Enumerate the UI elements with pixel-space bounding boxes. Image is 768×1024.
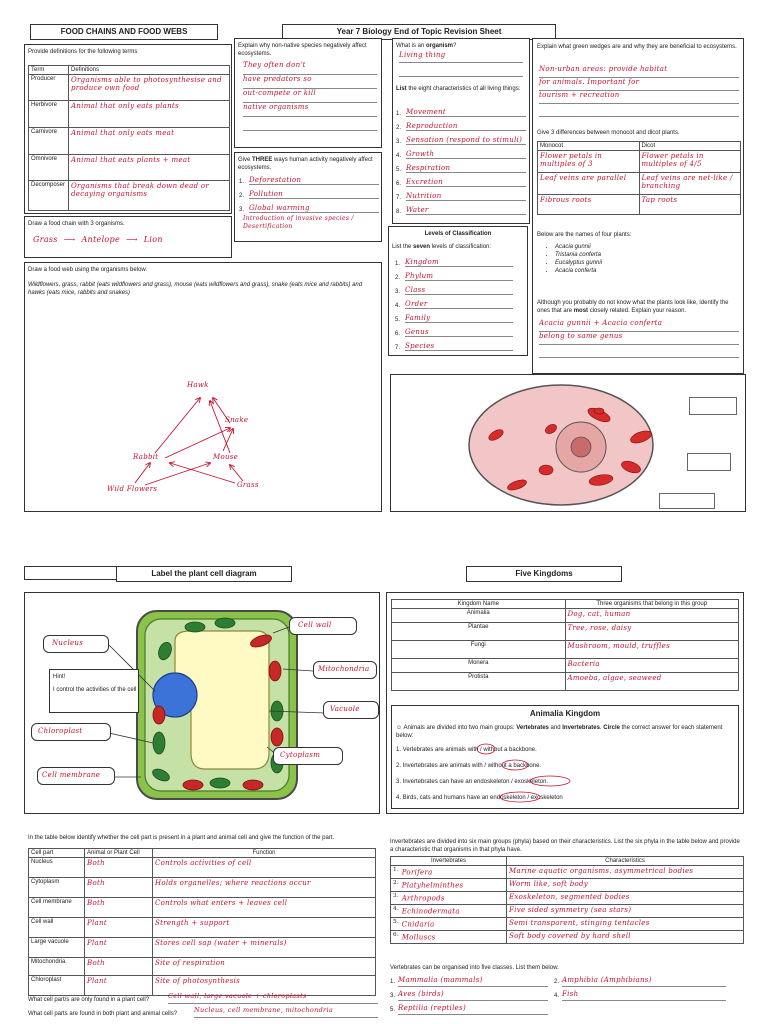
th-characteristics: Characteristics xyxy=(507,857,744,866)
label-cell-wall[interactable] xyxy=(289,617,357,635)
monocot-cell: Flower petals in multiples of 3 xyxy=(538,151,640,173)
vertebrates-list: 1. Mammalia (mammals) 2. Amphibia (Amphibians) 3. Aves (birds) 4. Fish 5. Reptilia (reptiles) xyxy=(390,976,744,1020)
plants-answer-line: Acacia gunnii + Acacia conferta xyxy=(539,319,739,332)
plants-prompt: Below are the names of four plants: xyxy=(537,232,632,238)
cell-part-location: Plant xyxy=(85,976,153,996)
classification-box xyxy=(388,226,528,356)
cell-label-box-1[interactable] xyxy=(689,397,737,415)
label-cytoplasm[interactable] xyxy=(273,747,343,765)
human-activity-extra: Introduction of invasive species / Desertification xyxy=(243,215,354,230)
characteristic-item: Growth xyxy=(406,150,526,159)
dicot-cell: Tap roots xyxy=(639,195,741,215)
web-arrow xyxy=(135,463,150,483)
animalia-statement: 2. Invertebrates are animals with / without a backbone. xyxy=(396,763,542,769)
nucleolus-shape xyxy=(571,437,591,457)
sheet-title: Year 7 Biology End of Topic Revision Sheet xyxy=(282,24,556,40)
cell-part-location: Plant xyxy=(85,938,153,958)
characteristic-item: Reproduction xyxy=(406,122,526,131)
definition-cell: Animal that only eats meat xyxy=(69,128,230,155)
characteristics-prompt: List the eight characteristics of all living things: xyxy=(396,86,521,92)
chain-organism-1: Grass xyxy=(33,235,58,244)
plant-cell-title: Label the plant cell diagram xyxy=(116,566,292,582)
monocot-cell: Leaf veins are parallel xyxy=(538,173,640,195)
classification-prompt: List the seven levels of classification: xyxy=(392,244,492,250)
definition-cell: Organisms able to photosynthesise and produce own food xyxy=(69,75,230,101)
cell-part-location: Both xyxy=(85,878,153,898)
phylum-name: $^{2.}$ Platyhelminthes xyxy=(391,879,507,892)
kingdom-organisms: Mushroom, mould, truffles xyxy=(565,641,739,659)
plant-name: • Acacia gunnii xyxy=(555,243,602,251)
characteristic-item: Nutrition xyxy=(406,192,526,201)
vertebrates-prompt: Vertebrates can be organised into five classes. List them below. xyxy=(390,965,559,971)
plants-question: Although you probably do not know what the plants look like, identify the ones that are most closely related. Explain your reason. xyxy=(537,300,729,314)
invertebrates-table xyxy=(390,856,744,944)
phylum-characteristic: Five sided symmetry (sea stars) xyxy=(507,905,744,918)
classification-title: Levels of Classification xyxy=(424,231,492,237)
organism-box xyxy=(392,38,530,224)
vertebrate-class: Amphibia (Amphibians) xyxy=(562,976,726,987)
cell-part-location: Both xyxy=(85,858,153,878)
term-cell: Carnivore xyxy=(29,128,69,155)
definition-cell: Organisms that break down dead or decaying organisms xyxy=(69,181,230,211)
food-chain-prompt: Draw a food chain with 3 organisms. xyxy=(28,221,125,227)
phylum-characteristic: Soft body covered by hard shell xyxy=(507,931,744,944)
vertebrate-class: Reptilia (reptiles) xyxy=(398,1004,548,1015)
classification-level: Kingdom xyxy=(405,258,513,267)
non-native-line: They often don't xyxy=(243,61,377,75)
phylum-characteristic: Marine aquatic organisms, asymmetrical bodies xyxy=(507,866,744,879)
cell-part-name: Cytoplasm xyxy=(29,878,85,898)
vertebrate-class: Mammalia (mammals) xyxy=(398,976,548,987)
characteristic-item: Water xyxy=(406,206,526,215)
cell-parts-q2: What cell parts are found in both plant and animal cells? xyxy=(28,1011,178,1017)
human-activity-answer: Deforestation xyxy=(249,176,379,185)
green-wedges-line: tourism + recreation xyxy=(539,91,739,104)
monocot-cell: Fibrous roots xyxy=(538,195,640,215)
phylum-name: $^{3.}$ Arthropods xyxy=(391,892,507,905)
food-web-description: Wildflowers, grass, rabbit (eats wildflowers and grass), mouse (eats wildflowers and grass), snake (eats mice and rabbits) and hawks (eats mice, rabbits and snakes) xyxy=(28,282,363,296)
phylum-name: $^{6.}$ Molluscs xyxy=(391,931,507,944)
th-cell-part: Cell part xyxy=(29,849,85,858)
cell-parts-prompt: In the table below identify whether the cell part is present in a plant and animal cell and give the function of the part. xyxy=(28,835,335,841)
term-cell: Decomposer xyxy=(29,181,69,211)
kingdom-organisms: Dog, cat, human xyxy=(565,609,739,623)
kingdom-organisms: Tree, rose, daisy xyxy=(565,623,739,641)
th-function: Function xyxy=(153,849,376,858)
phylum-name: $^{4.}$ Echinodermata xyxy=(391,905,507,918)
cell-part-function: Site of respiration xyxy=(153,958,376,976)
food-web-box xyxy=(24,262,382,512)
phylum-characteristic: Exoskeleton, segmented bodies xyxy=(507,892,744,905)
arrow-right-icon: ⟶ xyxy=(126,235,138,244)
phylum-characteristic: Semi transparent, stinging tentacles xyxy=(507,918,744,931)
five-kingdoms-title: Five Kingdoms xyxy=(466,566,622,582)
cell-label-box-3[interactable] xyxy=(659,493,715,509)
th-kingdom-organisms: Three organisms that belong in this group xyxy=(565,600,739,609)
cell-part-location: Both xyxy=(85,958,153,976)
label-mitochondria-text: Mitochondria xyxy=(318,665,370,673)
cell-parts-a2: Nucleus, cell membrane, mitochondria xyxy=(194,1006,378,1018)
food-chain-answer xyxy=(33,235,163,244)
label-chloroplast[interactable] xyxy=(31,723,111,741)
definitions-prompt: Provide definitions for the following terms xyxy=(28,49,138,55)
classification-level: Family xyxy=(405,314,513,323)
human-activity-answer: Global warming xyxy=(249,204,379,213)
classification-level: Order xyxy=(405,300,513,309)
label-cytoplasm-text: Cytoplasm xyxy=(280,751,321,759)
th-kingdom-name: Kingdom Name xyxy=(392,600,566,609)
animalia-statement: 1. Vertebrates are animals with / without a backbone. xyxy=(396,747,537,753)
web-node-wildflowers: Wild Flowers xyxy=(107,485,158,493)
green-wedges-prompt: Explain what green wedges are and why they are beneficial to ecosystems. xyxy=(537,44,737,50)
plants-answer-line: belong to same genus xyxy=(539,332,739,345)
definition-cell: Animal that eats plants + meat xyxy=(69,155,230,181)
th-monocot: Monocot xyxy=(538,142,640,151)
web-node-mouse: Mouse xyxy=(213,453,239,461)
th-animal-plant: Animal or Plant Cell xyxy=(85,849,153,858)
web-arrow xyxy=(230,465,243,481)
cell-part-function: Controls what enters + leaves cell xyxy=(153,898,376,918)
label-nucleus[interactable] xyxy=(43,635,109,653)
cell-part-name: Mitochondria xyxy=(29,958,85,976)
arrow-right-icon: ⟶ xyxy=(63,235,76,244)
definition-cell: Animal that only eats plants xyxy=(69,101,230,128)
plants-list xyxy=(555,243,602,275)
human-activity-prompt: Give THREE ways human activity negatively affect ecosystems. xyxy=(238,157,373,171)
human-activity-answer: Pollution xyxy=(249,190,379,199)
cell-part-location: Both xyxy=(85,898,153,918)
hint-text: I control the activities of the cell xyxy=(53,687,137,693)
non-native-prompt: Explain why non-native species negatively affect ecosystems. xyxy=(238,43,367,57)
header-spacer-box xyxy=(24,566,118,580)
animalia-intro: ☺ Animals are divided into two main groups: Vertebrates and Invertebrates. Circle the correct answer for each statement below: xyxy=(396,725,723,739)
cell-part-name: Cell membrane xyxy=(29,898,85,918)
animalia-statement: 3. Invertebrates can have an endoskeleton / exoskeleton. xyxy=(396,779,549,785)
organism-prompt: What is an organism? xyxy=(396,43,457,49)
label-vacuole-text: Vacuole xyxy=(330,705,360,713)
characteristic-item: Sensation (respond to stimuli) xyxy=(406,136,526,145)
dicot-cell: Flower petals in multiples of 4/5 xyxy=(639,151,741,173)
label-chloroplast-text: Chloroplast xyxy=(38,727,83,735)
organism-answer: Living thing xyxy=(399,51,523,63)
th-dicot: Dicot xyxy=(639,142,741,151)
cell-parts-table xyxy=(28,848,376,996)
definitions-box xyxy=(24,44,232,214)
classification-list: 1. Kingdom 2. Phylum 3. Class 4. Order 5. Family 6. Genus 7. Species xyxy=(395,253,513,351)
label-cell-membrane[interactable] xyxy=(37,767,115,785)
kingdom-name: Animalia xyxy=(392,609,566,623)
th-definitions: Definitions xyxy=(69,66,230,75)
human-activity-list: 1. Deforestation 2. Pollution 3. Global warming xyxy=(239,171,379,213)
hint-box xyxy=(49,669,139,713)
cell-part-location: Plant xyxy=(85,918,153,938)
kingdom-name: Monera xyxy=(392,659,566,673)
kingdoms-box xyxy=(386,592,744,814)
non-native-line: native organisms xyxy=(243,103,377,117)
animalia-statement: 4. Birds, cats and humans have an endoskeleton / exoskeleton xyxy=(396,795,563,801)
web-node-grass: Grass xyxy=(237,481,259,489)
invertebrates-prompt: Invertebrates are divided into six main groups (phyla) based on their characteristics. List the six phyla in the table below and provide a characteristic that organisms in that phyla have. xyxy=(390,839,740,853)
web-node-snake: Snake xyxy=(225,416,249,424)
non-native-box xyxy=(234,38,382,148)
cell-part-function: Strength + support xyxy=(153,918,376,938)
th-invertebrates: Invertebrates xyxy=(391,857,507,866)
vertebrate-class: Fish xyxy=(562,990,726,1001)
label-cell-membrane-text: Cell membrane xyxy=(42,771,101,779)
plant-name: • Acacia conferta xyxy=(555,267,602,275)
characteristic-item: Respiration xyxy=(406,164,526,173)
monocot-prompt: Give 3 differences between monocot and dicot plants. xyxy=(537,130,680,136)
label-vacuole[interactable] xyxy=(323,701,379,719)
green-wedges-line: Non-urban areas: provide habitat xyxy=(539,65,739,78)
definitions-table xyxy=(28,65,230,211)
right-column-box xyxy=(532,38,744,374)
cell-part-function: Stores cell sap (water + minerals) xyxy=(153,938,376,958)
classification-level: Phylum xyxy=(405,272,513,281)
web-node-hawk: Hawk xyxy=(187,381,209,389)
kingdom-organisms: Amoeba, algae, seaweed xyxy=(565,673,739,691)
classification-level: Species xyxy=(405,342,513,351)
cell-part-name: Chloroplast xyxy=(29,976,85,996)
classification-level: Class xyxy=(405,286,513,295)
food-chains-title: FOOD CHAINS AND FOOD WEBS xyxy=(30,24,218,40)
cell-part-name: Nucleus xyxy=(29,858,85,878)
kingdoms-table xyxy=(391,599,739,691)
web-node-rabbit: Rabbit xyxy=(133,453,159,461)
cell-part-function: Holds organelles; where reactions occur xyxy=(153,878,376,898)
label-nucleus-text: Nucleus xyxy=(52,639,84,647)
kingdom-name: Plantae xyxy=(392,623,566,641)
term-cell: Producer xyxy=(29,75,69,101)
label-mitochondria[interactable] xyxy=(313,661,377,679)
non-native-line: out-compete or kill xyxy=(243,89,377,103)
chain-organism-3: Lion xyxy=(143,235,163,244)
monocot-table xyxy=(537,141,741,215)
dicot-cell: Leaf veins are net-like / branching xyxy=(639,173,741,195)
cell-part-name: Cell wall xyxy=(29,918,85,938)
term-cell: Omnivore xyxy=(29,155,69,181)
hint-title: Hint! xyxy=(53,674,66,680)
cell-part-function: Site of photosynthesis xyxy=(153,976,376,996)
phylum-name: $^{1.}$ Porifera xyxy=(391,866,507,879)
kingdom-name: Fungi xyxy=(392,641,566,659)
cell-parts-a1: Cell wall, large vacuole + chloroplasts xyxy=(168,992,378,1004)
chain-organism-2: Antelope xyxy=(81,235,120,244)
cell-label-box-2[interactable] xyxy=(687,453,731,471)
vertebrate-class: Aves (birds) xyxy=(398,990,548,1001)
animal-cell-box xyxy=(390,374,746,512)
non-native-line: have predators so xyxy=(243,75,377,89)
plant-name: • Tristania conferta xyxy=(555,251,602,259)
web-arrow xyxy=(145,463,210,485)
phylum-characteristic: Worm like, soft body xyxy=(507,879,744,892)
label-cell-wall-text: Cell wall xyxy=(298,621,332,629)
cell-part-name: Large vacuole xyxy=(29,938,85,958)
th-term: Term xyxy=(29,66,69,75)
cell-parts-q1: What cell part/s are only found in a plant cell? xyxy=(28,997,150,1003)
term-cell: Herbivore xyxy=(29,101,69,128)
characteristics-list: 1. Movement 2. Reproduction 3. Sensation (respond to stimuli) 4. Growth 5. Respiration 6. Excretion 7. Nutrition 8. Water xyxy=(396,103,526,215)
phylum-name: $^{5.}$ Cnidaria xyxy=(391,918,507,931)
classification-level: Genus xyxy=(405,328,513,337)
food-chain-box xyxy=(24,216,232,258)
kingdom-name: Protista xyxy=(392,673,566,691)
plant-name: • Eucalyptus gunnii xyxy=(555,259,602,267)
human-activity-box xyxy=(234,152,382,242)
cell-part-function: Controls activities of cell xyxy=(153,858,376,878)
characteristic-item: Movement xyxy=(406,108,526,117)
characteristic-item: Excretion xyxy=(406,178,526,187)
animalia-box xyxy=(391,705,739,809)
kingdom-organisms: Bacteria xyxy=(565,659,739,673)
food-web-prompt: Draw a food web using the organisms below. xyxy=(28,267,148,273)
animalia-title: Animalia Kingdom xyxy=(529,709,601,718)
green-wedges-line: for animals. Important for xyxy=(539,78,739,91)
plant-cell-box xyxy=(24,592,380,814)
